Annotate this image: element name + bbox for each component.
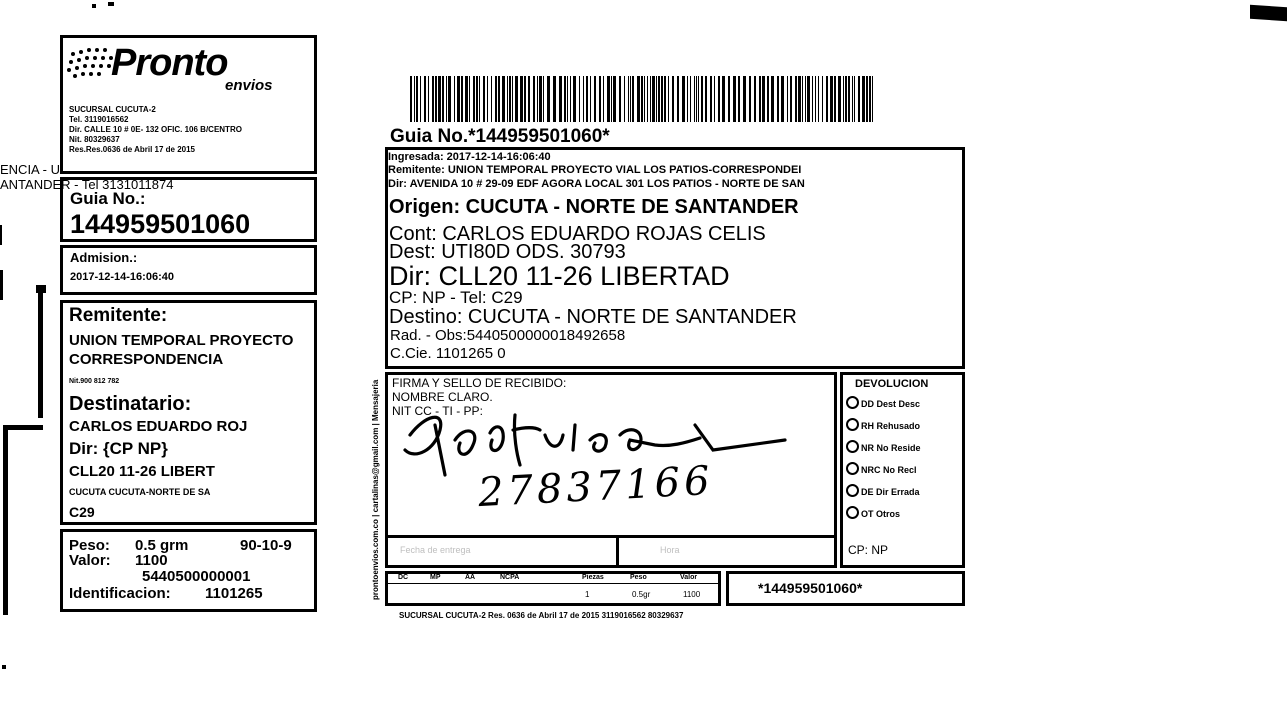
barcode-bar: [722, 76, 725, 122]
radio-icon[interactable]: [846, 462, 859, 475]
devolucion-title: DEVOLUCION: [855, 378, 929, 390]
barcode-bar: [690, 76, 691, 122]
barcode-bar: [866, 76, 868, 122]
footer-col-aa: AA: [465, 574, 476, 581]
footer-col-valor: Valor: [680, 574, 698, 581]
barcode-bar: [672, 76, 674, 122]
remitente-line2: CORRESPONDENCIA: [69, 351, 224, 368]
logo-text: Pronto: [111, 42, 228, 84]
barcode-bar: [822, 76, 823, 122]
detail-dir-remitente: Dir: AVENIDA 10 # 29-09 EDF AGORA LOCAL 301 LOS PATIOS - NORTE DE SAN: [388, 178, 805, 190]
barcode-bar: [483, 76, 485, 122]
signature-number: 27837166: [476, 457, 715, 517]
barcode-bar: [564, 76, 566, 122]
barcode-bar: [798, 76, 801, 122]
ident-value: 1101265: [205, 585, 263, 602]
radio-icon[interactable]: [846, 396, 859, 409]
barcode-bar: [603, 76, 604, 122]
remitente-nit: Nit.900 812 782: [69, 378, 120, 385]
barcode-bar: [781, 76, 784, 122]
barcode-caption: Guia No.*144959501060*: [390, 126, 610, 147]
barcode-bar: [619, 76, 621, 122]
barcode-bar: [677, 76, 679, 122]
detail-destino: Destino: CUCUTA - NORTE DE SANTANDER: [389, 306, 797, 328]
destinatario-dir-label: Dir: {CP NP}: [69, 439, 168, 458]
guia-label: Guia No.:: [70, 189, 146, 208]
footer-table-header-line: [388, 583, 718, 584]
peso-label: Peso:: [69, 537, 110, 554]
barcode-bar: [834, 76, 836, 122]
scan-edge-mark: [0, 270, 3, 300]
admision-label: Admision.:: [70, 250, 138, 265]
footer-col-peso: Peso: [630, 574, 647, 581]
scan-edge-mark: [1250, 5, 1287, 22]
barcode-bar: [728, 76, 730, 122]
devolucion-cp: CP: NP: [848, 543, 889, 557]
barcode-icon: [410, 76, 880, 122]
barcode-bar: [872, 76, 873, 122]
barcode-bar: [473, 76, 475, 122]
peso-code: 90-10-9: [240, 537, 292, 554]
barcode-bar: [537, 76, 538, 122]
sucursal-tel: Tel. 3119016562: [69, 115, 129, 124]
barcode-bar: [754, 76, 756, 122]
devolucion-option[interactable]: NR No Reside: [846, 440, 921, 453]
barcode-bar: [599, 76, 601, 122]
barcode-bar: [848, 76, 850, 122]
barcode-bar: [590, 76, 591, 122]
barcode-bar: [479, 76, 480, 122]
barcode-bar: [656, 76, 657, 122]
detail-origen: Origen: CUCUTA - NORTE DE SANTANDER: [389, 196, 799, 218]
cut-mark: [3, 425, 43, 430]
barcode-bar: [567, 76, 568, 122]
radio-icon[interactable]: [846, 484, 859, 497]
barcode-bar: [543, 76, 544, 122]
barcode-bar: [852, 76, 853, 122]
scan-edge-mark: [0, 225, 2, 245]
detail-cp: CP: NP - Tel: C29: [389, 288, 523, 307]
fecha-entrega-field[interactable]: Fecha de entrega: [400, 545, 471, 555]
barcode-bar: [469, 76, 470, 122]
scan-speck: [108, 2, 114, 6]
devolucion-option[interactable]: RH Rehusado: [846, 418, 920, 431]
barcode-bar: [628, 76, 629, 122]
guia-number: 144959501060: [70, 209, 251, 239]
barcode-bar: [661, 76, 663, 122]
barcode-bar: [512, 76, 513, 122]
barcode-bar: [495, 76, 497, 122]
barcode-bar: [438, 76, 441, 122]
barcode-bar: [701, 76, 703, 122]
pronto-logo: [65, 40, 305, 96]
barcode-bar: [465, 76, 468, 122]
sucursal-res: Res.Res.0636 de Abril 17 de 2015: [69, 145, 195, 154]
destinatario-city: CUCUTA CUCUTA-NORTE DE SA: [69, 487, 211, 497]
barcode-bar: [583, 76, 584, 122]
sucursal-dir: Dir. CALLE 10 # 0E- 132 OFIC. 106 B/CENTRO: [69, 125, 242, 134]
detail-dir: Dir: CLL20 11-26 LIBERTAD: [389, 261, 730, 291]
barcode-bar: [733, 76, 736, 122]
logo-sub: envios: [225, 77, 273, 94]
detail-rad: Rad. - Obs:5440500000018492658: [390, 327, 626, 344]
barcode-bar: [491, 76, 492, 122]
firma-label: FIRMA Y SELLO DE RECIBIDO:: [392, 376, 567, 390]
nombre-label: NOMBRE CLARO.: [392, 390, 493, 404]
barcode-bar: [869, 76, 871, 122]
scan-speck: [92, 4, 96, 8]
barcode-bar: [862, 76, 865, 122]
barcode-bar: [509, 76, 511, 122]
barcode-bar: [687, 76, 688, 122]
barcode-bar: [641, 76, 643, 122]
detail-cont: Cont: CARLOS EDUARDO ROJAS CELIS: [389, 223, 766, 245]
footer-note: SUCURSAL CUCUTA-2 Res. 0636 de Abril 17 de 2015 3119016562 80329637: [399, 611, 684, 620]
side-vertical-text: prontoenvios.com.co | cartalinas@gmail.com | Mensajeria: [371, 379, 380, 600]
barcode-bar: [520, 76, 523, 122]
barcode-bar: [694, 76, 695, 122]
barcode-bar: [435, 76, 437, 122]
signature-bottom-divider: [388, 535, 834, 538]
barcode-bar: [826, 76, 828, 122]
devolucion-option[interactable]: OT Otros: [846, 506, 900, 519]
devolucion-inner: [840, 372, 965, 568]
barcode-bar: [762, 76, 765, 122]
radio-icon[interactable]: [846, 440, 859, 453]
barcode-bar: [528, 76, 530, 122]
footer-col-mp: MP: [430, 574, 441, 581]
barcode-bar: [524, 76, 526, 122]
barcode-bar: [858, 76, 860, 122]
barcode-bar: [420, 76, 421, 122]
barcode-bar: [714, 76, 715, 122]
valor-label: Valor:: [69, 552, 111, 569]
destinatario-tel: C29: [69, 504, 95, 520]
sucursal-label: SUCURSAL CUCUTA-2: [69, 105, 156, 114]
barcode-bar: [637, 76, 640, 122]
barcode-bar: [611, 76, 612, 122]
barcode-bar: [647, 76, 648, 122]
barcode-bar: [559, 76, 562, 122]
cc-label: NIT CC - TI - PP:: [392, 404, 483, 418]
barcode-bar: [696, 76, 697, 122]
barcode-bar: [749, 76, 751, 122]
barcode-bar: [767, 76, 769, 122]
barcode-bar: [682, 76, 685, 122]
radio-icon[interactable]: [846, 506, 859, 519]
barcode-bar: [710, 76, 712, 122]
scan-edge-mark: [2, 665, 6, 669]
barcode-bar: [594, 76, 596, 122]
barcode-bar: [838, 76, 841, 122]
barcode-bar: [428, 76, 429, 122]
barcode-bar: [807, 76, 810, 122]
barcode-bar: [461, 76, 463, 122]
barcode-bar: [457, 76, 460, 122]
barcode-bar: [515, 76, 518, 122]
barcode-bar: [668, 76, 669, 122]
barcode-bar: [787, 76, 788, 122]
barcode-bar: [743, 76, 746, 122]
edge-text-2: ANTANDER - Tel 3131011874: [0, 177, 174, 192]
detail-remitente: Remitente: UNION TEMPORAL PROYECTO VIAL LOS PATIOS-CORRESPONDEI: [388, 164, 802, 176]
peso-value: 0.5 grm: [135, 537, 189, 554]
remitente-label: Remitente:: [69, 305, 168, 326]
destinatario-name: CARLOS EDUARDO ROJ: [69, 418, 248, 435]
barcode-bar: [586, 76, 588, 122]
devolucion-option[interactable]: DE Dir Errada: [846, 484, 920, 497]
barcode-bar: [818, 76, 819, 122]
footer-guia-code: *144959501060*: [758, 580, 863, 596]
barcode-bar: [795, 76, 797, 122]
radio-icon[interactable]: [846, 418, 859, 431]
barcode-bar: [442, 76, 444, 122]
barcode-bar: [624, 76, 625, 122]
barcode-bar: [507, 76, 508, 122]
cut-mark: [36, 285, 46, 293]
barcode-bar: [771, 76, 774, 122]
barcode-bar: [448, 76, 451, 122]
barcode-bar: [424, 76, 426, 122]
cut-mark: [3, 425, 8, 615]
barcode-bar: [454, 76, 455, 122]
barcode-bar: [650, 76, 651, 122]
barcode-bar: [410, 76, 412, 122]
barcode-bar: [805, 76, 806, 122]
barcode-bar: [843, 76, 844, 122]
edge-text-1: ENCIA - U: [0, 162, 60, 177]
barcode-bar: [632, 76, 634, 122]
barcode-bar: [533, 76, 535, 122]
footer-val-piezas: 1: [585, 590, 590, 599]
barcode-bar: [579, 76, 580, 122]
admision-value: 2017-12-14-16:06:40: [70, 271, 174, 283]
barcode-bar: [476, 76, 478, 122]
barcode-bar: [416, 76, 418, 122]
barcode-bar: [432, 76, 434, 122]
detail-ingresada: Ingresada: 2017-12-14-16:06:40: [388, 151, 551, 163]
barcode-bar: [607, 76, 610, 122]
signature-field-divider: [616, 535, 619, 565]
remitente-line1: UNION TEMPORAL PROYECTO: [69, 332, 294, 349]
barcode-bar: [759, 76, 761, 122]
barcode-bar: [812, 76, 813, 122]
cut-mark: [38, 288, 43, 418]
barcode-bar: [802, 76, 803, 122]
footer-val-peso: 0.5gr: [632, 590, 651, 599]
barcode-bar: [698, 76, 699, 122]
barcode-bar: [644, 76, 645, 122]
footer-col-ncpa: NCPA: [500, 574, 520, 581]
barcode-bar: [652, 76, 655, 122]
sucursal-nit: Nit. 80329637: [69, 135, 120, 144]
hora-field[interactable]: Hora: [660, 545, 680, 555]
detail-clip: [388, 150, 962, 366]
barcode-bar: [553, 76, 556, 122]
barcode-bar: [815, 76, 816, 122]
barcode-bar: [854, 76, 855, 122]
barcode-bar: [790, 76, 792, 122]
detail-ccie: C.Cie. 1101265 0: [390, 345, 506, 362]
barcode-bar: [487, 76, 488, 122]
ident-label: Identificacion:: [69, 585, 171, 602]
barcode-bar: [777, 76, 779, 122]
destinatario-label: Destinatario:: [69, 393, 192, 415]
footer-val-valor: 1100: [683, 590, 701, 599]
barcode-bar: [570, 76, 571, 122]
barcode-bar: [658, 76, 660, 122]
barcode-bar: [630, 76, 631, 122]
ref-value: 5440500000001: [142, 568, 251, 585]
detail-dest: Dest: UTI80D ODS. 30793: [389, 241, 626, 263]
valor-value: 1100: [135, 552, 168, 569]
barcode-bar: [845, 76, 847, 122]
barcode-bar: [498, 76, 500, 122]
barcode-bar: [446, 76, 447, 122]
barcode-bar: [718, 76, 720, 122]
footer-col-dc: DC: [398, 574, 409, 581]
barcode-bar: [830, 76, 833, 122]
devolucion-option[interactable]: NRC No Recl: [846, 462, 917, 475]
barcode-bar: [613, 76, 616, 122]
destinatario-dir: CLL20 11-26 LIBERT: [69, 463, 215, 480]
barcode-bar: [664, 76, 666, 122]
barcode-bar: [705, 76, 707, 122]
footer-col-piezas: Piezas: [582, 574, 604, 581]
barcode-bar: [539, 76, 542, 122]
barcode-bar: [502, 76, 505, 122]
barcode-bar: [573, 76, 576, 122]
barcode-bar: [414, 76, 415, 122]
devolucion-option[interactable]: DD Dest Desc: [846, 396, 920, 409]
barcode-bar: [738, 76, 740, 122]
barcode-bar: [547, 76, 550, 122]
